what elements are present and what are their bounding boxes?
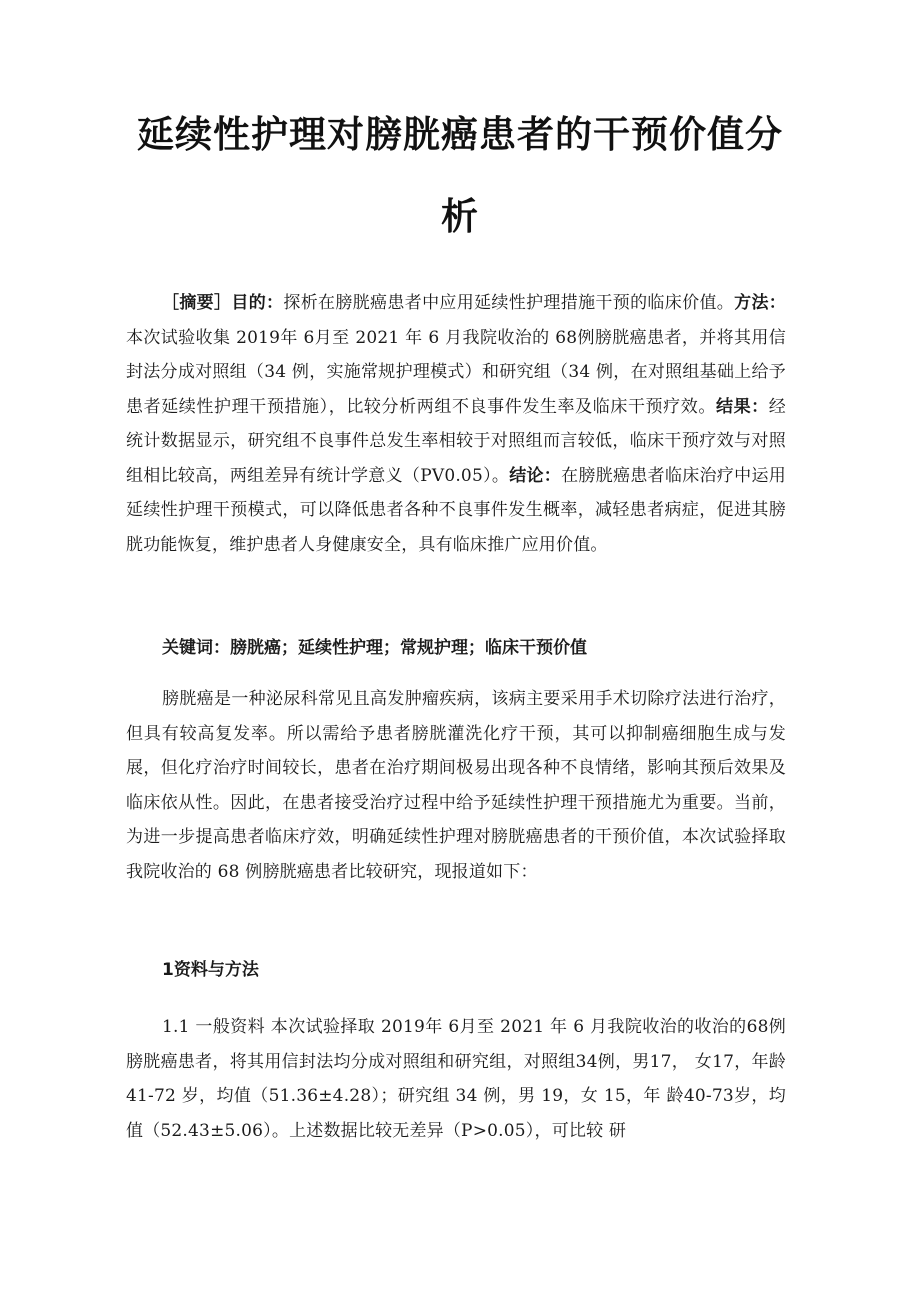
paper-title-line-2: 析 bbox=[441, 195, 479, 238]
abstract-methods-label: 方法： bbox=[734, 293, 786, 313]
abstract-bracket-label: ［摘要］ bbox=[162, 293, 232, 313]
abstract-conclusion-label: 结论： bbox=[509, 465, 562, 486]
abstract-results-text: 经统计数据显示，研究组不良事件总发生率相较于对照组而言较低，临床干预疗效与对照组相比较高，两组差异有统计学意义（PV0.05）。 bbox=[126, 396, 786, 486]
keywords-line: 关键词：膀胱癌；延续性护理；常规护理；临床干预价值 bbox=[162, 638, 587, 658]
section-heading-materials-methods: 1资料与方法 bbox=[162, 960, 259, 980]
abstract-paragraph bbox=[126, 286, 786, 562]
abstract-conclusion-text: 在膀胱癌患者临床治疗中运用延续性护理干预模式，可以降低患者各种不良事件发生概率，减轻患者病症，促进其膀胱功能恢复，维护患者人身健康安全，具有临床推广应用价值。 bbox=[126, 465, 786, 555]
general-data-paragraph: 1.1 一般资料 本次试验择取 2019年 6月至 2021 年 6 月我院收治的收治的68例膀胱癌患者，将其用信封法均分成对照组和研究组，对照组34例，男17， 女17，年龄41-72 岁，均值（51.36±4.28）；研究组 34 例，男 19，女 15，年 龄40-73岁，均值（52.43±5.06）。上述数据比较无差异（P>0.05），可比较 研 bbox=[126, 1017, 786, 1141]
abstract-objective-text: 探析在膀胱癌患者中应用延续性护理措施干预的临床价值。 bbox=[283, 293, 735, 313]
introduction-paragraph: 膀胱癌是一种泌尿科常见且高发肿瘤疾病，该病主要采用手术切除疗法进行治疗，但具有较高复发率。所以需给予患者膀胱灌洗化疗干预，其可以抑制癌细胞生成与发展，但化疗治疗时间较长，患者在治疗期间极易出现各种不良情绪，影响其预后效果及临床依从性。因此，在患者接受治疗过程中给予延续性护理干预措施尤为重要。当前，为进一步提高患者临床疗效，明确延续性护理对膀胱癌患者的干预价值，本次试验择取我院收治的 68 例膀胱癌患者比较研究，现报道如下： bbox=[126, 689, 786, 882]
abstract-results-label: 结果： bbox=[715, 396, 769, 417]
abstract-methods-text: 本次试验收集 2019年 6月至 2021 年 6 月我院收治的 68例膀胱癌患者，并将其用信封法分成对照组（34 例，实施常规护理模式）和研究组（34 例，在对照组基础上给予患者延续性护理干预措施），比较分析两组不良事件发生率及临床干预疗效。 bbox=[126, 327, 786, 417]
paper-title-line-1: 延续性护理对膀胱癌患者的干预价值分 bbox=[137, 113, 783, 156]
abstract-objective-label: 目的： bbox=[231, 293, 284, 313]
